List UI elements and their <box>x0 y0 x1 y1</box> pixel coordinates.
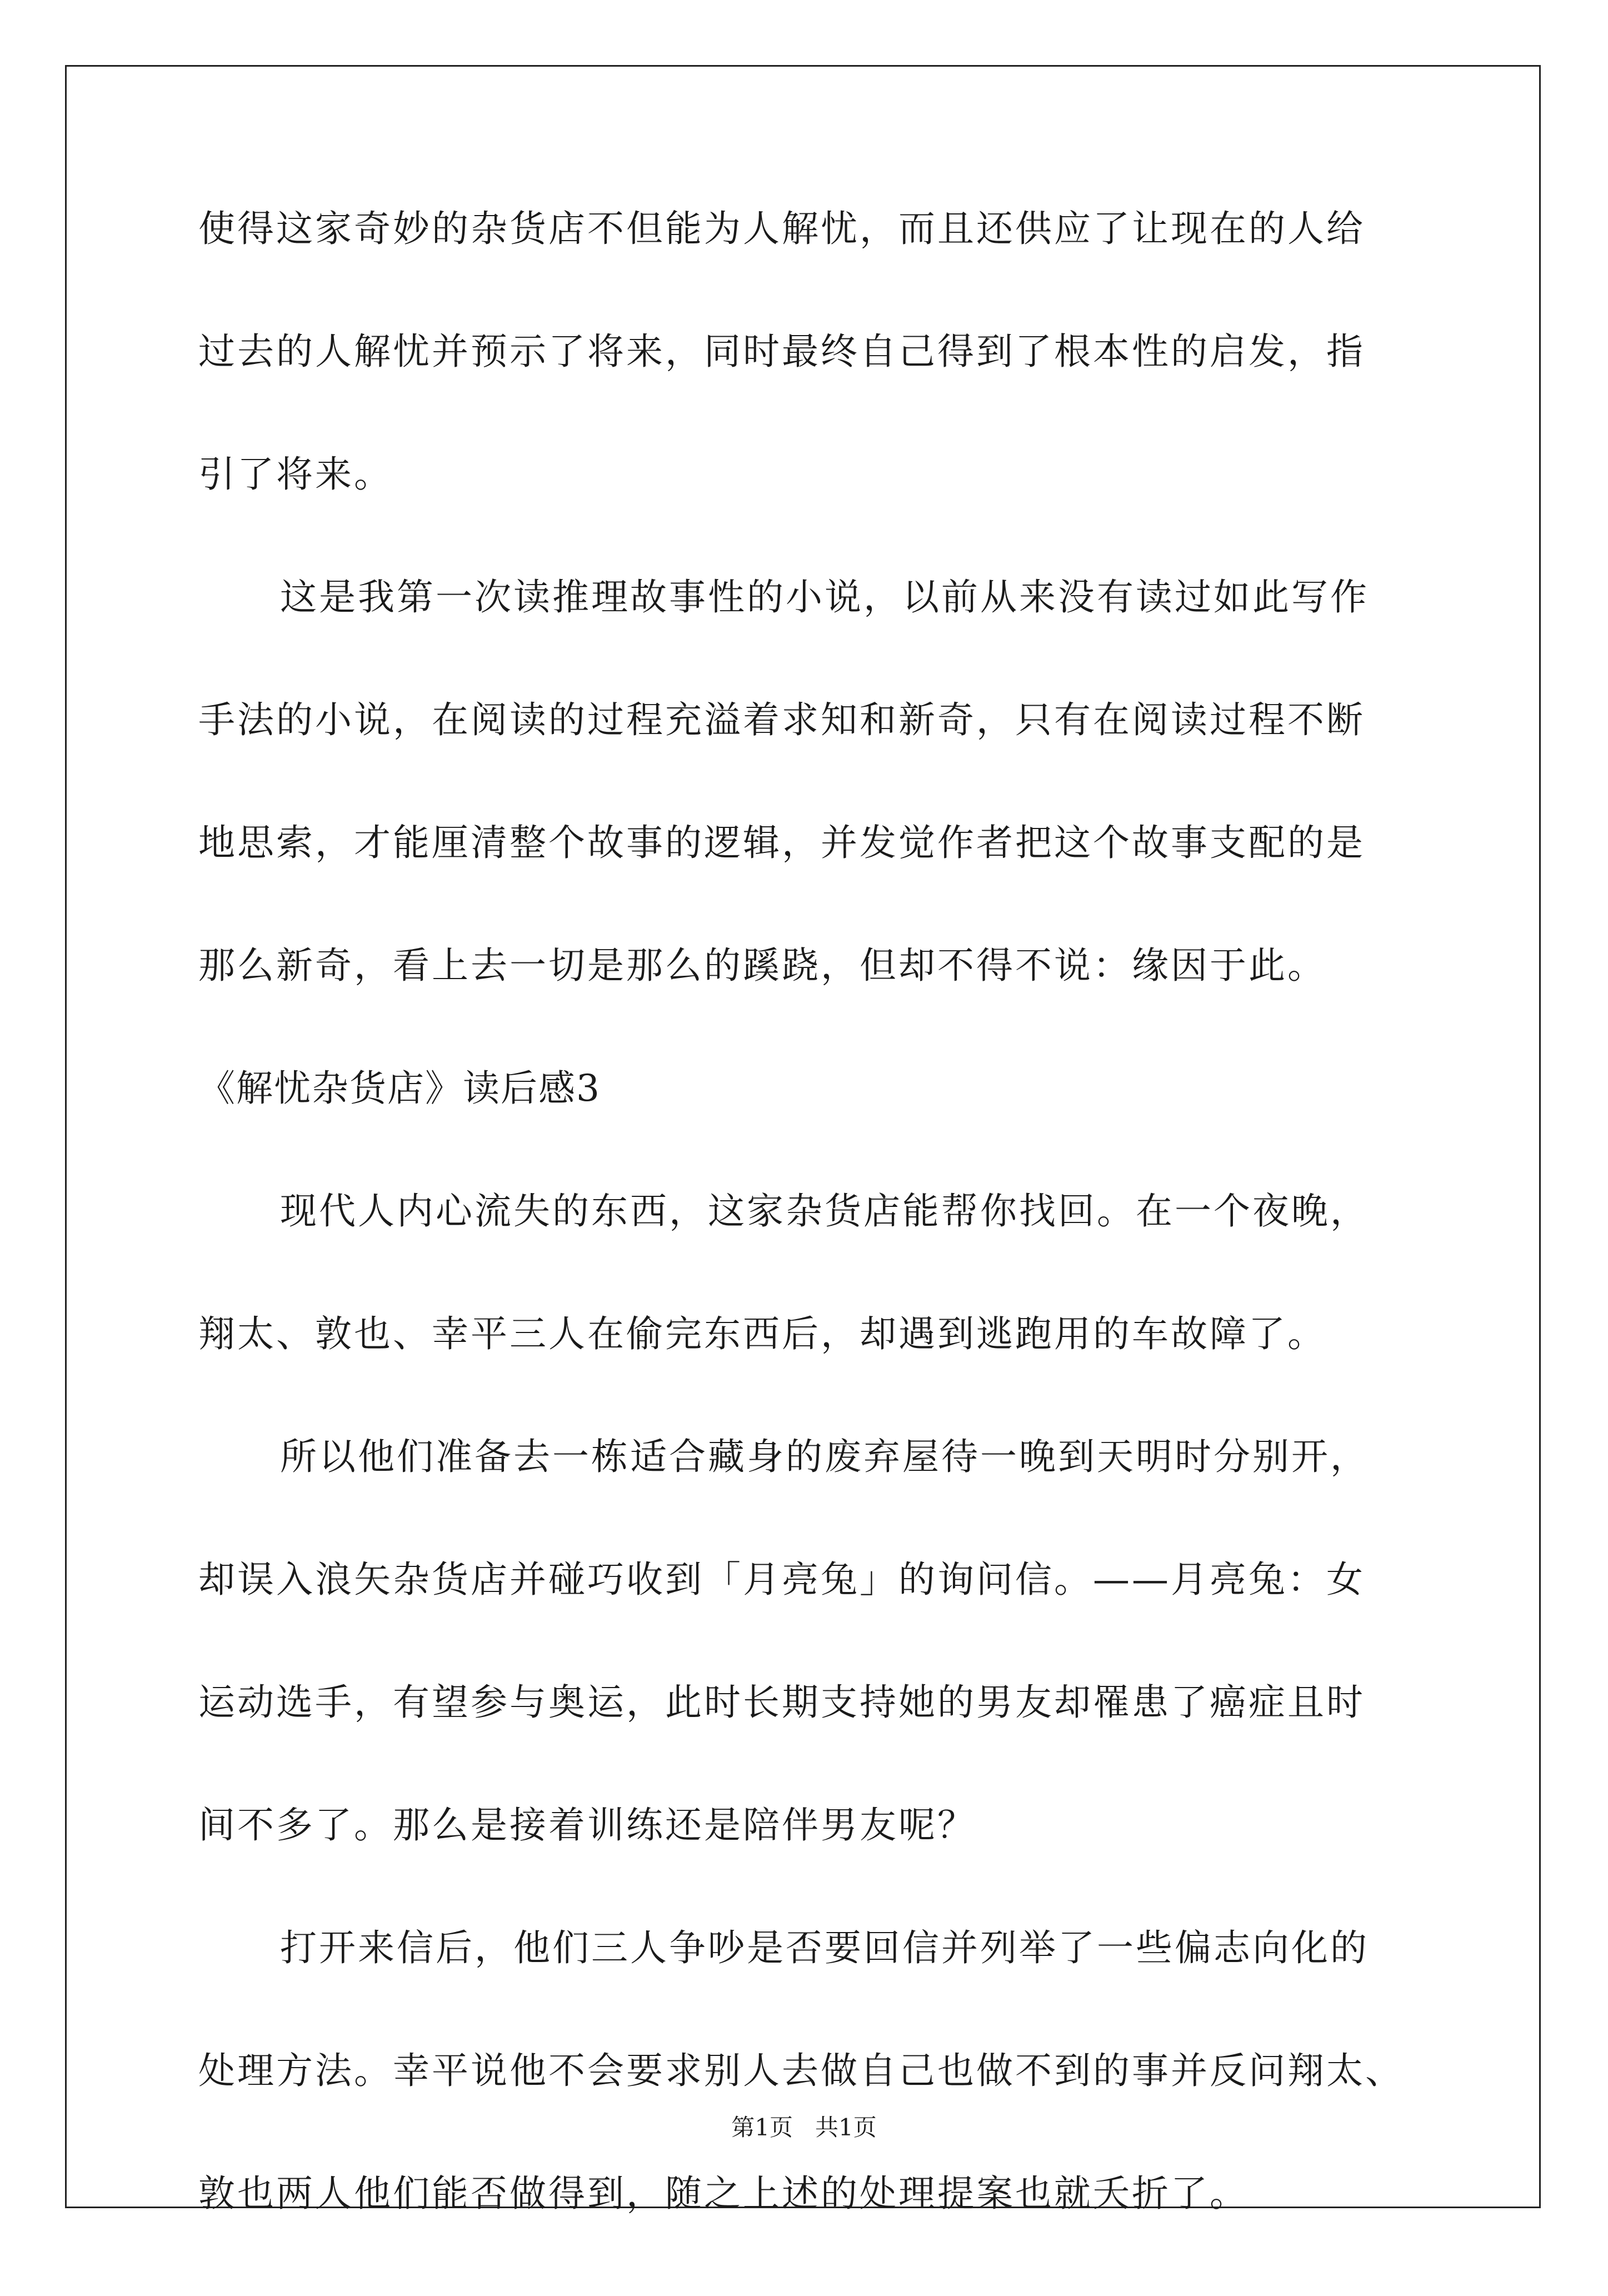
text-line: 过去的人解忧并预示了将来，同时最终自己得到了根本性的启发，指 <box>198 330 1365 373</box>
document-body <box>198 208 1421 2296</box>
text-line: 运动选手，有望参与奥运，此时长期支持她的男友却罹患了癌症且时 <box>198 1681 1365 1724</box>
text-line: 这是我第一次读推理故事性的小说，以前从来没有读过如此写作 <box>280 576 1369 618</box>
text-line: 使得这家奇妙的杂货店不但能为人解忧，而且还供应了让现在的人给 <box>198 207 1365 250</box>
text-line: 那么新奇，看上去一切是那么的蹊跷，但却不得不说：缘因于此。 <box>198 944 1326 987</box>
text-line: 打开来信后，他们三人争吵是否要回信并列举了一些偏志向化的 <box>280 1926 1369 1969</box>
page-number-total: 共1页 <box>815 2114 877 2141</box>
text-line: 引了将来。 <box>198 453 393 496</box>
section-heading: 《解忧杂货店》读后感3 <box>198 1067 601 1110</box>
text-line: 处理方法。幸平说他不会要求别人去做自己也做不到的事并反问翔太、 <box>198 2049 1404 2092</box>
text-line: 翔太、敦也、幸平三人在偷完东西后，却遇到逃跑用的车故障了。 <box>198 1312 1326 1355</box>
text-line: 却误入浪矢杂货店并碰巧收到「月亮兔」的询问信。——月亮兔：女 <box>198 1558 1365 1601</box>
text-line: 手法的小说，在阅读的过程充溢着求知和新奇，只有在阅读过程不断 <box>198 698 1365 741</box>
page-footer <box>0 2114 1608 2142</box>
text-line: 地思索，才能厘清整个故事的逻辑，并发觉作者把这个故事支配的是 <box>198 821 1365 864</box>
text-line: 敦也两人他们能否做得到，随之上述的处理提案也就夭折了。 <box>198 2172 1249 2215</box>
text-line: 间不多了。那么是接着训练还是陪伴男友呢？ <box>198 1804 976 1846</box>
text-line: 现代人内心流失的东西，这家杂货店能帮你找回。在一个夜晚， <box>280 1190 1369 1232</box>
page-number-current: 第1页 <box>731 2114 793 2141</box>
text-line: 所以他们准备去一栋适合藏身的废弃屋待一晚到天明时分别开， <box>280 1435 1369 1478</box>
